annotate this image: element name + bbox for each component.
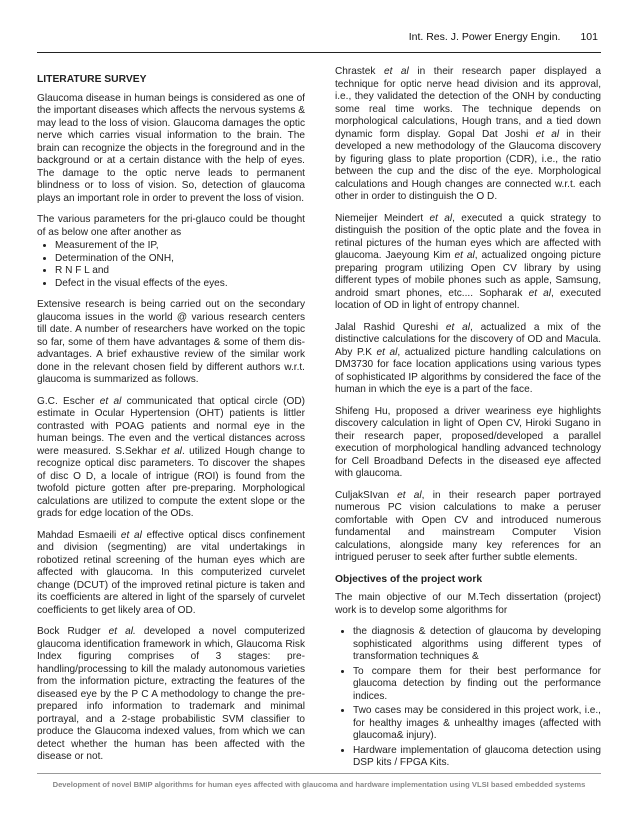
- list-item: • Hardware implementation of glaucoma detection using DSP kits / FPGA Kits.: [353, 745, 601, 770]
- page-number: 101: [580, 31, 598, 43]
- list-item: • To compare them for their best performance for glaucoma detection by finding out the performance indices.: [353, 666, 601, 704]
- list-item: • Measurement of the IP,: [55, 240, 305, 253]
- paragraph: Jalal Rashid Qureshi et al, actualized a mix of the distinctive calculations for the discovery of OD and Macula. Aby P.K et al, actualized picture handling calculations on DM3730 for face location applications using various types of sophisticated IP algorithms by considered the face of the human in which the eye is a part of the face.: [335, 321, 601, 395]
- paragraph: Chrastek et al in their research paper displayed a technique for optic nerve head division and its approval, i.e., they validated the detection of the ONH by conducting some real time works. The technique depends on morphological calculations, Hough trans, and a tied down dynamic form display. Gopal Dat Joshi et al in their developed a new methodology of the Glaucoma discovery by figuring glass to plate proportion (CDR), i.e., the ratio between the cup and the disc of the eye. Morphological calculations and Hough changes are connected w.r.t. each other in order to distinguish the O D.: [335, 66, 601, 202]
- section-heading-objectives: Objectives of the project work: [335, 573, 483, 585]
- list-item: • Defect in the visual effects of the eyes.: [55, 278, 305, 291]
- paragraph: Niemeijer Meindert et al, executed a quick strategy to distinguish the position of the optic plate and the fovea in retinal pictures of the human eyes which are affected with glaucoma. Jaeyoung Kim et al, actualized ongoing picture preparing program utilizing Open CV library by using different types of mobile phones such as apple, Samsung, android smart phones, etc.... Sopharak et al, executed location of OD in light of entropy channel.: [335, 212, 601, 311]
- paragraph: Extensive research is being carried out on the secondary glaucoma issues in the world @ various research centers till date. A number of researchers have worked on the topic so far, some of them have advantages & some of them dis-advantages. A brief exhaustive review of the similar work done in the relevant chosen field by different authors w.r.t. glaucoma is summarized as follows.: [37, 299, 305, 385]
- left-column: [37, 66, 305, 773]
- paragraph: G.C. Escher et al communicated that optical circle (OD) estimate in Ocular Hypertension (OHT) patients is littler contrasted with POAG patients and normal eye in the human beings. The even and the vertical distances across were measured. S.Sekhar et al. utilized Hough change to recognize optical disc parameters. To discover the shapes of disc O D, a locale of intrigue (ROI) is found from the twofold picture gotten after pre-preparing. Morphological calculations are utilized to compute the extent slope or the grads for edge location of the ODs.: [37, 395, 305, 519]
- paragraph: CuljakSIvan et al, in their research paper portrayed numerous PC vision calculations to make a peruser comfortable with Open CV and introduced numerous fundamental and mainstream Computer Vision calculations, alongside many key references for an intrigued peruser to seek after further subtle elements.: [335, 489, 601, 563]
- paragraph: Shifeng Hu, proposed a driver weariness eye highlights discovery calculation in light of Open CV, Hiroki Sugano in their research paper, proposed/developed a parallel execution of morphological handling advanced technology for Cell Broadband Defects in the diseased eye affected with glaucoma.: [335, 405, 601, 479]
- footer-rule: [37, 773, 601, 774]
- running-footer: Development of novel BMIP algorithms for human eyes affected with glaucoma and hardware implementation using VLSI based embedded systems: [52, 780, 586, 789]
- paragraph: Mahdad Esmaeili et al effective optical discs confinement and division (segmenting) are vital undertakings in robotized retinal screening of the human eyes which are affected with glaucoma. In this computerized curvelet change (DCUT) of the improved retinal picture is taken and its coefficients are altered in light of the sparsely of curvelet coefficients to get likely area of OD.: [37, 529, 305, 616]
- list-item: • Two cases may be considered in this project work, i.e., for healthy images & unhealthy images (affected with glaucoma& injury).: [353, 705, 601, 743]
- list-item: • Determination of the ONH,: [55, 253, 305, 266]
- list-item: • R N F L and: [55, 265, 305, 278]
- right-column: [335, 66, 601, 779]
- running-header: [409, 31, 598, 43]
- journal-name: Int. Res. J. Power Energy Engin.: [408, 31, 561, 43]
- parameter-list: [37, 240, 305, 290]
- paragraph: Bock Rudger et al. developed a novel computerized glaucoma identification framework in which, Glaucoma Risk Index figuring comprises of 3 stages: pre-handling/processing to kill the malady autonomous varieties from the information picture, extracting the features of the diseased eye by the P C A methodology to change the pre-prepared info information to trademark and minimal portrayal, and a 2-stage probabilistic SVM classifier to produce the Glaucoma indexed values, from which we can detect whether the human has been affected with the disease or not.: [37, 626, 306, 762]
- paragraph: The main objective of our M.Tech dissertation (project) work is to develop some algorithms for: [335, 592, 601, 616]
- list-item: • the diagnosis & detection of glaucoma by developing sophisticated algorithms using different types of transformation techniques &: [353, 626, 601, 664]
- header-rule: [37, 52, 601, 53]
- paragraph: Glaucoma disease in human beings is considered as one of the important diseases which affects the nervous systems & may lead to the loss of vision. Glaucoma damages the optic nerve which carries visual information to the brain. The brain can recognize the objects in the foreground and in the background or at a certain distance with the help of eyes. The damage to the optic nerve leads to permanent blindness or to loss of vision. So, detection of glaucoma plays an important role in order to prevent the loss of vision.: [37, 92, 305, 204]
- paragraph: The various parameters for the pri-glauco could be thought of as below one after another as: [37, 214, 305, 238]
- section-heading-literature: LITERATURE SURVEY: [37, 74, 147, 85]
- objectives-list: [335, 626, 601, 770]
